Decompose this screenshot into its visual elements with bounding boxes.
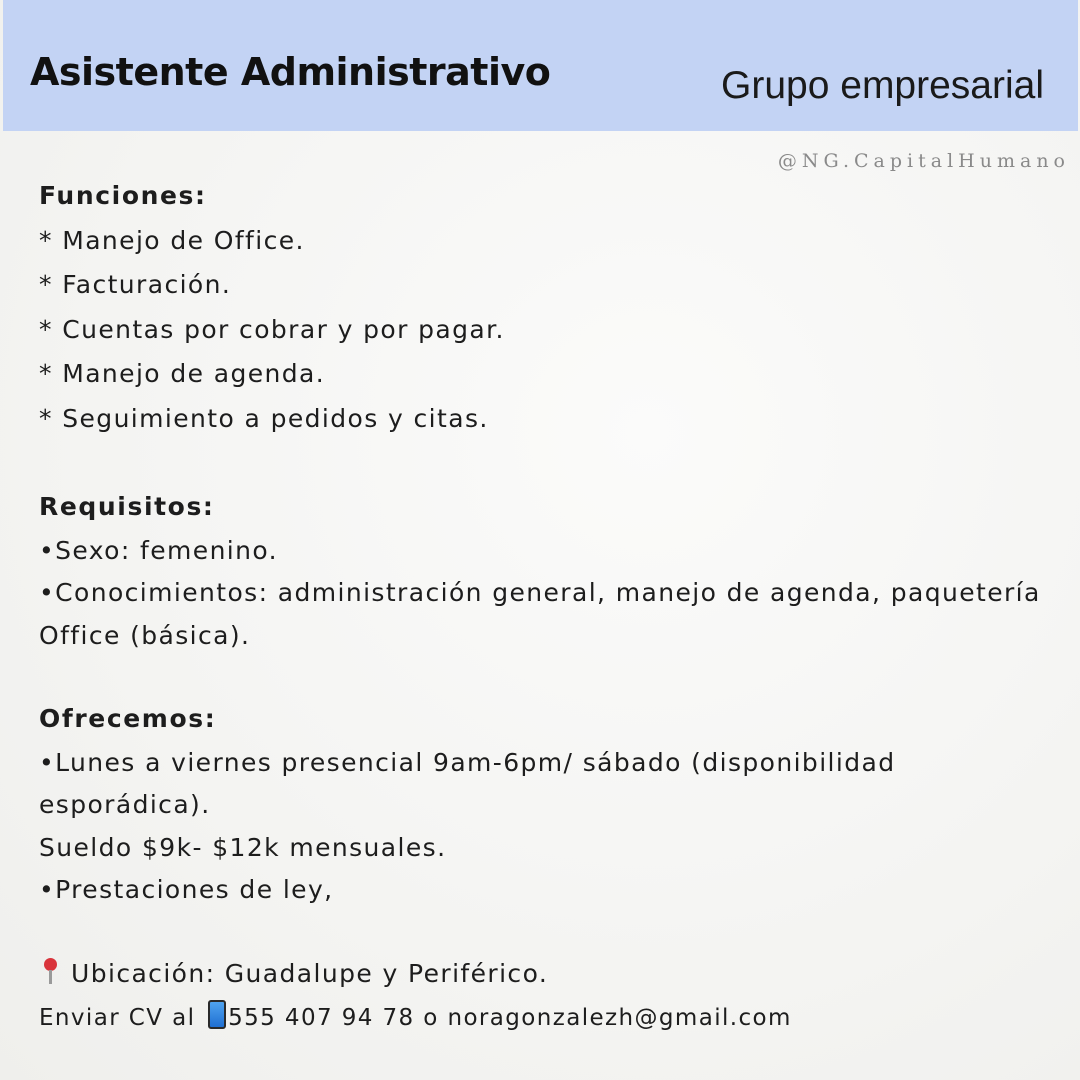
section-spacer — [39, 657, 1049, 697]
job-details — [39, 174, 1049, 1041]
ofrecemos-item: •Lunes a viernes presencial 9am-6pm/ sábado (disponibilidad esporádica). — [39, 747, 896, 819]
funciones-item: * Manejo de Office. — [39, 225, 305, 255]
location-line — [39, 952, 1049, 997]
ofrecemos-section — [39, 697, 1049, 912]
ofrecemos-item: Sueldo $9k- $12k mensuales. — [39, 832, 447, 862]
funciones-item: * Cuentas por cobrar y por pagar. — [39, 314, 505, 344]
section-spacer — [39, 912, 1049, 952]
company-name: Grupo empresarial — [721, 64, 1044, 107]
header-banner — [3, 0, 1078, 131]
job-title: Asistente Administrativo — [30, 50, 551, 94]
social-handle: @NG.CapitalHumano — [777, 150, 1070, 172]
contact-joiner: o — [423, 1005, 439, 1031]
section-spacer — [39, 441, 1049, 485]
funciones-item: * Seguimiento a pedidos y citas. — [39, 403, 489, 433]
funciones-item: * Manejo de agenda. — [39, 359, 326, 388]
contact-line — [39, 996, 1049, 1041]
ofrecemos-heading: Ofrecemos: — [39, 704, 217, 733]
requisitos-section — [39, 485, 1049, 657]
contact-phone[interactable]: 555 407 94 78 — [228, 1005, 415, 1031]
ofrecemos-item: •Prestaciones de ley, — [39, 875, 334, 904]
location-pin-icon — [39, 956, 61, 986]
contact-prefix: Enviar CV al — [39, 1005, 196, 1031]
requisitos-item: •Conocimientos: administración general, manejo de agenda, paquetería Office (básica). — [39, 578, 1041, 650]
mobile-phone-icon — [208, 1000, 226, 1029]
funciones-item: * Facturación. — [39, 270, 232, 299]
contact-email[interactable]: noragonzalezh@gmail.com — [447, 1005, 792, 1031]
funciones-heading: Funciones: — [39, 181, 207, 210]
requisitos-item: •Sexo: femenino. — [39, 535, 279, 565]
location-text: Ubicación: Guadalupe y Periférico. — [71, 958, 549, 988]
requisitos-heading: Requisitos: — [39, 492, 215, 521]
